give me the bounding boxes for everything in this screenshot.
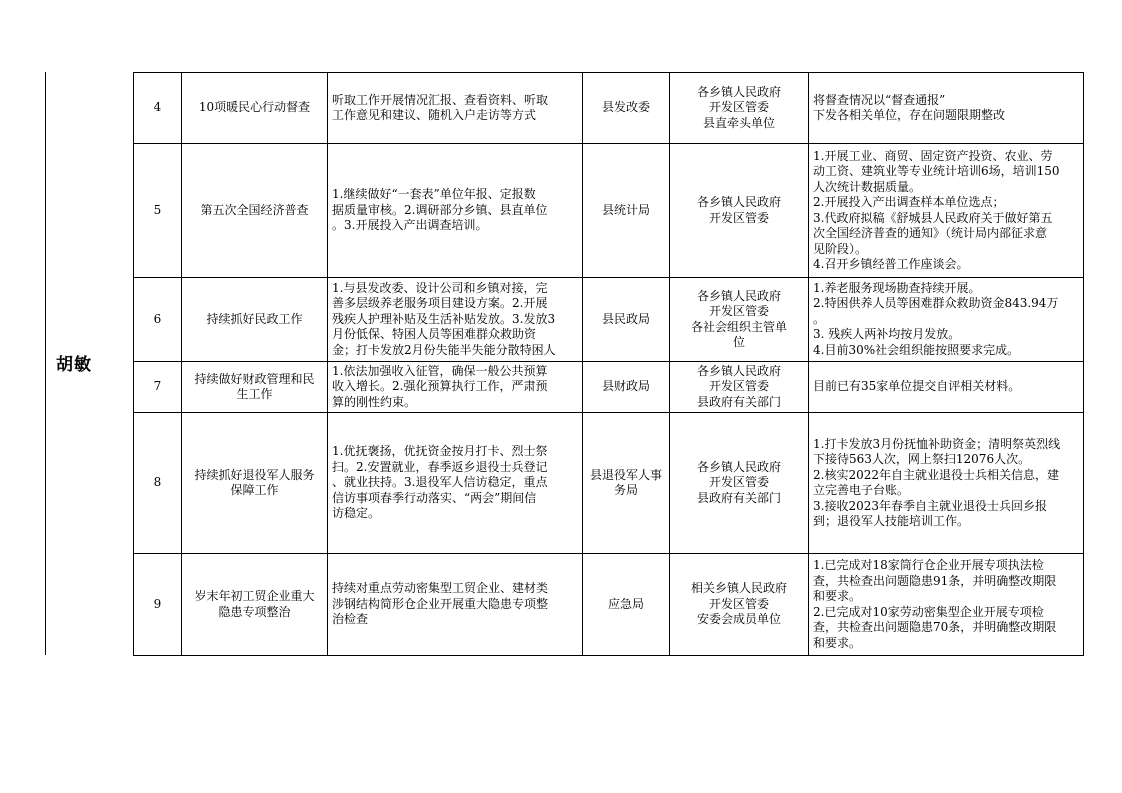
table-row (134, 413, 1084, 554)
progress-result-line: 3.代政府拟稿《舒城县人民政府关于做好第五 (813, 210, 1053, 225)
progress-result-cell (809, 554, 1084, 656)
task-name-cell (182, 144, 328, 278)
responsible-units-line: 各乡镇人民政府 (696, 459, 781, 474)
task-name-cell (182, 362, 328, 413)
work-measures-line: 善多层级养老服务项目建设方案。2.开展 (332, 296, 548, 311)
responsible-units-line: 开发区管委 (708, 379, 769, 394)
left-border-line (45, 72, 46, 655)
lead-unit-cell (583, 413, 670, 554)
work-measures-line: 。3.开展投入产出调查培训。 (332, 218, 488, 233)
progress-result-line: 动工资、建筑业等专业统计培训6场，培训150 (813, 164, 1060, 178)
work-measures-line: 治检查 (332, 612, 369, 627)
responsible-units-line: 开发区管委 (708, 210, 769, 225)
progress-result-line: 2.已完成对10家劳动密集型企业开展专项检 (813, 604, 1044, 619)
responsible-units-cell (670, 73, 809, 144)
lead-unit-cell (583, 554, 670, 656)
work-measures-line: 1.依法加强收入征管，确保一般公共预算 (332, 363, 548, 378)
responsible-units-cell (670, 144, 809, 278)
progress-result-line: 4.召开乡镇经普工作座谈会。 (813, 257, 969, 271)
row-number-cell: 9 (134, 554, 182, 656)
task-name-line: 10项暖民心行动督查 (198, 100, 311, 115)
responsible-units-line: 开发区管委 (708, 475, 769, 490)
table-row (134, 278, 1084, 362)
progress-result-line: 到；退役军人技能培训工作。 (813, 514, 970, 528)
supervision-table (133, 72, 1084, 656)
task-name-line: 持续抓好退役军人服务 (194, 467, 315, 482)
progress-result-line: 。 (813, 311, 826, 326)
work-measures-line: 持续对重点劳动密集型工贸企业、建材类 (332, 581, 549, 596)
work-measures-line: 月份低保、特困人员等困难群众救助资 (332, 327, 537, 342)
table-row (134, 554, 1084, 656)
row-number-cell: 6 (134, 278, 182, 362)
lead-unit-line: 县统计局 (601, 202, 650, 217)
responsible-units-line: 各乡镇人民政府 (696, 363, 781, 378)
progress-result-line: 和要求。 (813, 589, 862, 603)
work-measures-cell (328, 362, 583, 413)
progress-result-line: 和要求。 (813, 635, 862, 650)
progress-result-line: 下接待563人次，网上祭扫12076人次。 (813, 452, 1031, 466)
work-measures-cell (328, 144, 583, 278)
progress-result-line: 人次统计数据质量。 (813, 179, 922, 194)
work-measures-line: 残疾人护理补贴及生活补贴发放。3.发放3 (332, 311, 556, 326)
work-measures-line: 听取工作开展情况汇报、查看资料、听取 (332, 92, 549, 107)
work-measures-line: 信访事项春季行动落实、“两会”期间信 (332, 490, 537, 505)
responsible-units-line: 各乡镇人民政府 (696, 84, 781, 99)
work-measures-cell (328, 413, 583, 554)
lead-unit-line: 县财政局 (601, 379, 650, 394)
table-row (134, 144, 1084, 278)
progress-result-cell (809, 362, 1084, 413)
responsible-units-line: 各乡镇人民政府 (696, 288, 781, 303)
progress-result-cell (809, 278, 1084, 362)
responsible-units-line: 县政府有关部门 (696, 394, 781, 409)
lead-unit-cell (583, 73, 670, 144)
work-measures-line: 1.与县发改委、设计公司和乡镇对接，完 (332, 280, 548, 295)
progress-result-line: 查，共检查出问题隐患70条，并明确整改期限 (813, 620, 1057, 634)
responsible-person-name: 胡敏 (56, 355, 92, 375)
lead-unit-cell (583, 362, 670, 413)
progress-result-line: 2.特困供养人员等困难群众救助资金843.94万 (813, 296, 1059, 311)
task-name-line: 生工作 (236, 387, 273, 401)
progress-result-line: 1.打卡发放3月份抚恤补助资金；清明祭英烈线 (813, 436, 1061, 451)
progress-result-line: 立完善电子台账。 (813, 483, 910, 497)
progress-result-cell (809, 413, 1084, 554)
work-measures-cell (328, 554, 583, 656)
responsible-units-line: 开发区管委 (708, 596, 769, 611)
work-measures-line: 扫。2.安置就业，春季返乡退役士兵登记 (332, 459, 548, 474)
progress-result-cell (809, 144, 1084, 278)
work-measures-line: 据质量审核。2.调研部分乡镇、县直单位 (332, 202, 548, 217)
work-measures-line: 、就业扶持。3.退役军人信访稳定，重点 (332, 475, 548, 490)
row-number-cell: 7 (134, 362, 182, 413)
lead-unit-line: 县民政局 (601, 311, 650, 326)
lead-unit-line: 应急局 (607, 596, 644, 611)
progress-result-cell (809, 73, 1084, 144)
progress-result-line: 1.已完成对18家筒行仓企业开展专项执法检 (813, 558, 1044, 572)
responsible-units-cell (670, 554, 809, 656)
progress-result-line: 2.核实2022年自主就业退役士兵相关信息，建 (813, 467, 1059, 482)
responsible-units-line: 县直牵头单位 (702, 115, 775, 130)
responsible-units-cell (670, 413, 809, 554)
responsible-units-cell (670, 278, 809, 362)
lead-unit-line: 务局 (613, 483, 638, 497)
task-name-line: 持续抓好民政工作 (206, 311, 303, 326)
responsible-units-line: 开发区管委 (708, 100, 769, 115)
responsible-units-line: 县政府有关部门 (696, 490, 781, 505)
work-measures-cell (328, 278, 583, 362)
work-measures-line: 涉钢结构简形仓企业开展重大隐患专项整 (332, 596, 549, 611)
progress-result-line: 目前已有35家单位提交自评相关材料。 (813, 379, 1021, 394)
work-measures-line: 1.优抚褒扬，优抚资金按月打卡、烈士祭 (332, 444, 548, 459)
row-number-cell: 5 (134, 144, 182, 278)
progress-result-line: 3. 残疾人两补均按月发放。 (813, 327, 961, 342)
progress-result-line: 2.开展投入产出调查样本单位选点； (813, 195, 1005, 209)
progress-result-line: 次全国经济普查的通知》（统计局内部征求意 (813, 226, 1048, 240)
responsible-units-line: 各乡镇人民政府 (696, 195, 781, 209)
progress-result-line: 查，共检查出问题隐患91条，并明确整改期限 (813, 573, 1057, 588)
task-name-cell (182, 73, 328, 144)
task-name-line: 隐患专项整治 (218, 604, 291, 619)
responsible-units-line: 相关乡镇人民政府 (690, 581, 787, 596)
work-measures-line: 访稳定。 (332, 506, 381, 521)
progress-result-line: 见阶段）。 (813, 241, 868, 256)
work-measures-line: 收入增长。2.强化预算执行工作，严肃预 (332, 379, 548, 394)
progress-result-line: 下发各相关单位，存在问题限期整改 (813, 108, 1006, 122)
progress-result-line: 将督查情况以“督查通报” (813, 92, 946, 107)
task-name-line: 第五次全国经济普查 (200, 202, 309, 217)
lead-unit-cell (583, 144, 670, 278)
task-name-cell (182, 278, 328, 362)
table-row (134, 362, 1084, 413)
lead-unit-line: 县发改委 (601, 100, 650, 115)
lead-unit-line: 县退役军人事 (589, 467, 662, 482)
task-name-line: 持续做好财政管理和民 (194, 371, 315, 386)
progress-result-line: 3.接收2023年春季自主就业退役士兵回乡报 (813, 498, 1047, 513)
task-name-cell (182, 413, 328, 554)
progress-result-line: 4.目前30%社会组织能按照要求完成。 (813, 342, 1020, 357)
responsible-units-cell (670, 362, 809, 413)
work-measures-line: 1.继续做好“一套表”单位年报、定报数 (332, 187, 536, 202)
progress-result-line: 1.养老服务现场勘查持续开展。 (813, 280, 981, 295)
progress-result-line: 1.开展工业、商贸、固定资产投资、农业、劳 (813, 148, 1053, 163)
task-name-line: 保障工作 (230, 483, 279, 497)
responsible-units-line: 位 (732, 335, 745, 349)
responsible-units-line: 各社会组织主管单 (690, 319, 787, 334)
work-measures-line: 金；打卡发放2月份失能半失能分散特困人 (332, 342, 556, 357)
work-measures-cell (328, 73, 583, 144)
work-measures-line: 算的刚性约束。 (332, 394, 417, 409)
task-name-line: 岁末年初工贸企业重大 (194, 589, 315, 603)
responsible-units-line: 安委会成员单位 (696, 612, 781, 627)
lead-unit-cell (583, 278, 670, 362)
responsible-units-line: 开发区管委 (708, 304, 769, 318)
task-name-cell (182, 554, 328, 656)
row-number-cell: 8 (134, 413, 182, 554)
work-measures-line: 工作意见和建议、随机入户走访等方式 (332, 108, 537, 122)
row-number-cell: 4 (134, 73, 182, 144)
table-row (134, 73, 1084, 144)
